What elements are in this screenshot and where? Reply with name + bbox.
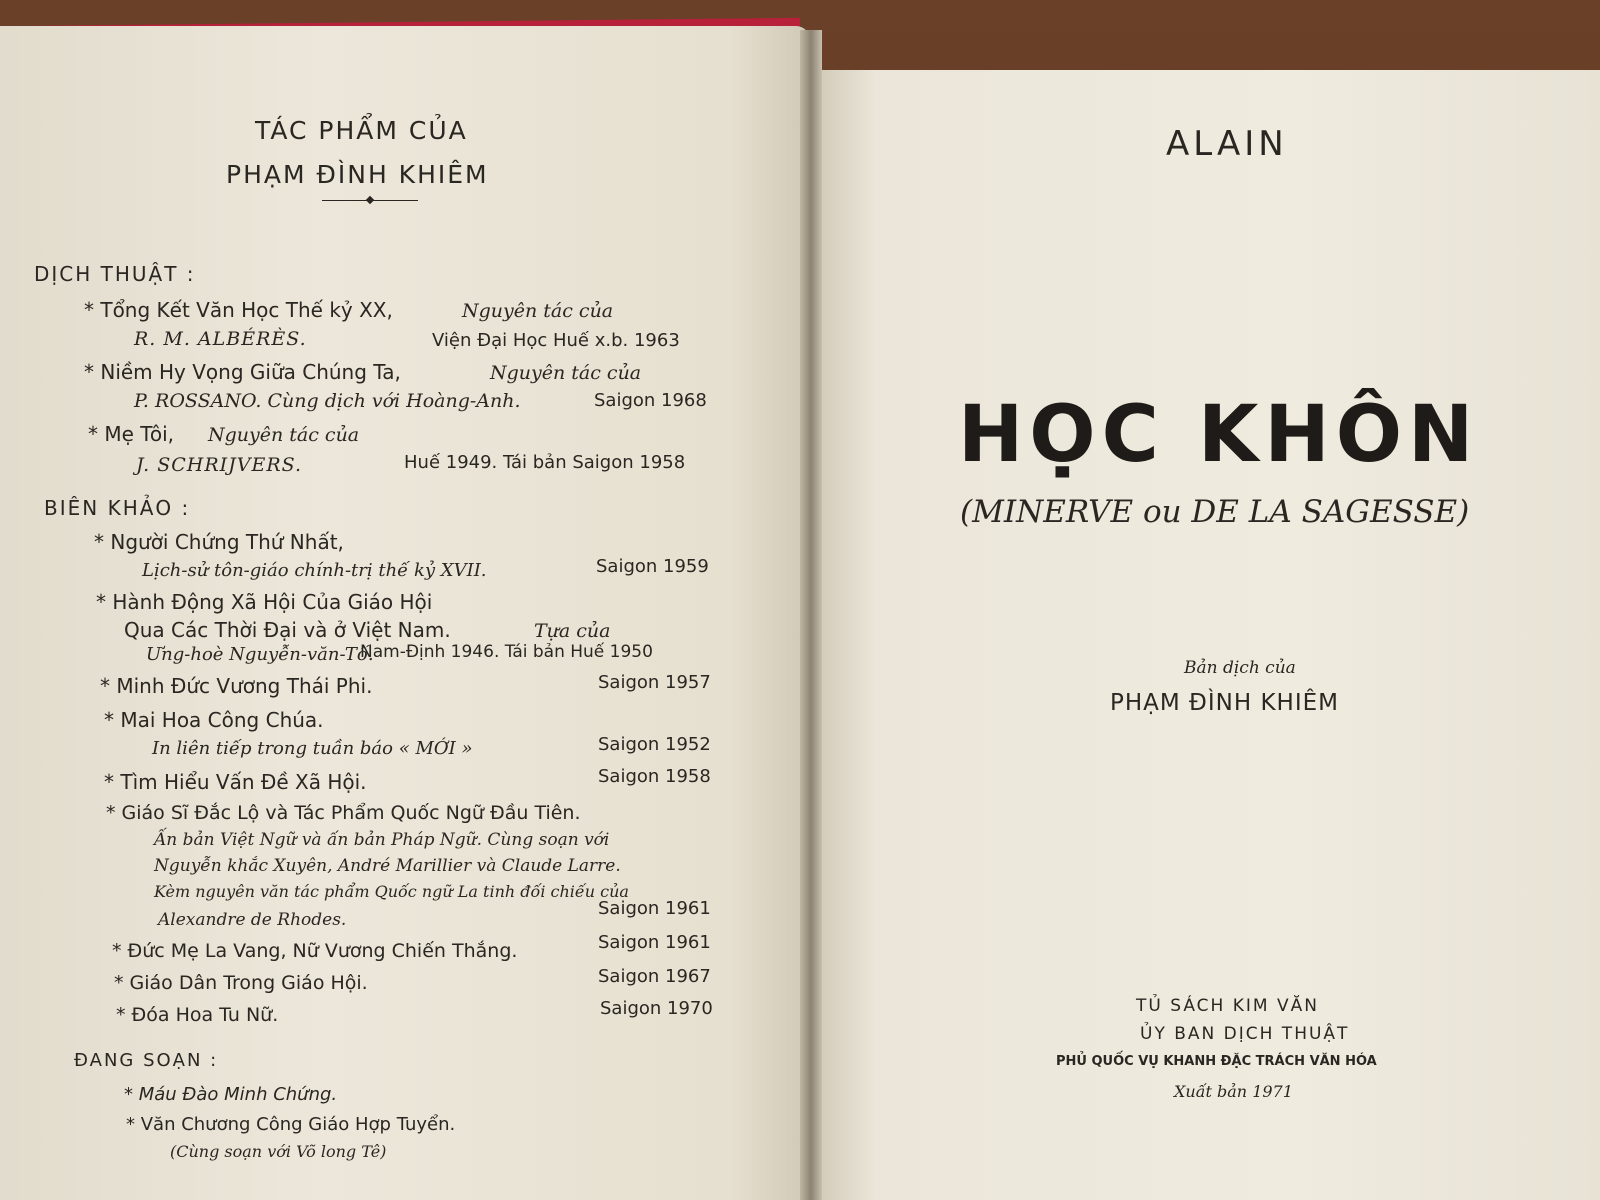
bk8-title: * Giáo Dân Trong Giáo Hội. [114,972,368,994]
bk6-year: Saigon 1961 [598,898,711,919]
ds2-title: * Văn Chương Công Giáo Hợp Tuyển. [126,1114,456,1135]
bk9-title: * Đóa Hoa Tu Nữ. [116,1004,279,1026]
bk6-line2: Nguyễn khắc Xuyên, André Marillier và Claude Larre. [154,856,621,876]
bk6-line4: Alexandre de Rhodes. [158,910,347,930]
bk1-year: Saigon 1959 [596,556,709,577]
bk3-title: * Minh Đức Vương Thái Phi. [100,674,373,698]
book-title: HỌC KHÔN [958,390,1480,480]
author-name: ALAIN [1166,124,1288,164]
publisher-line2: ỦY BAN DỊCH THUẬT [1140,1024,1350,1044]
dt2-title: * Niềm Hy Vọng Giữa Chúng Ta, [84,360,401,384]
dt1-author: R. M. ALBÉRÈS. [134,328,307,350]
bk6-title: * Giáo Sĩ Đắc Lộ và Tác Phẩm Quốc Ngữ Đầu Tiên. [106,802,581,824]
section-dich-thuat: DỊCH THUẬT : [34,262,196,286]
publisher-line1: TỦ SÁCH KIM VĂN [1136,996,1319,1016]
bk5-title: * Tìm Hiểu Vấn Đề Xã Hội. [104,770,367,794]
bk4-title: * Mai Hoa Công Chúa. [104,708,324,732]
ds1-title: * Máu Đào Minh Chứng. [124,1084,338,1105]
bk4-year: Saigon 1952 [598,734,711,755]
publisher-line3: PHỦ QUỐC VỤ KHANH ĐẶC TRÁCH VĂN HÓA [1056,1054,1377,1069]
section-bien-khao: BIÊN KHẢO : [44,496,191,520]
dt2-author: P. ROSSANO. Cùng dịch với Hoàng-Anh. [134,390,521,412]
bk3-year: Saigon 1957 [598,672,711,693]
works-heading-line1: TÁC PHẨM CỦA [255,116,468,145]
dt1-pub: Viện Đại Học Huế x.b. 1963 [432,330,680,351]
bk2-title: * Hành Động Xã Hội Của Giáo Hội [96,590,433,614]
bk6-line1: Ấn bản Việt Ngữ và ấn bản Pháp Ngữ. Cùng soạn với [154,830,610,850]
bk7-year: Saigon 1961 [598,932,711,953]
ornament-divider [322,196,418,204]
book-gutter [800,30,822,1200]
bk1-sub: Lịch-sử tôn-giáo chính-trị thế kỷ XVII. [142,560,487,581]
dt3-title: * Mẹ Tôi, [88,422,175,446]
dt3-author: J. SCHRIJVERS. [136,454,303,476]
bk6-line3: Kèm nguyên văn tác phẩm Quốc ngữ La tinh đối chiếu của [154,882,629,901]
book-subtitle: (MINERVE ou DE LA SAGESSE) [960,494,1470,530]
translator-name: PHẠM ĐÌNH KHIÊM [1110,690,1340,716]
bk1-title: * Người Chứng Thứ Nhất, [94,530,344,554]
works-heading-line2: PHẠM ĐÌNH KHIÊM [226,160,489,189]
bk4-sub: In liên tiếp trong tuần báo « MỚI » [152,738,473,759]
bk7-title: * Đức Mẹ La Vang, Nữ Vương Chiến Thắng. [112,940,518,962]
bk8-year: Saigon 1967 [598,966,711,987]
bk2-line2: Qua Các Thời Đại và ở Việt Nam. [124,618,451,642]
translation-by: Bản dịch của [1184,658,1296,678]
section-dang-soan: ĐANG SOẠN : [74,1050,219,1071]
dt1-title: * Tổng Kết Văn Học Thế kỷ XX, [84,298,393,322]
ds2-note: (Cùng soạn với Võ long Tê) [170,1142,387,1161]
bk5-year: Saigon 1958 [598,766,711,787]
bk2-sub-italic: Ưng-hoè Nguyễn-văn-Tố. [146,644,374,665]
publisher-line4: Xuất bản 1971 [1174,1082,1293,1101]
bk9-year: Saigon 1970 [600,998,713,1019]
dt2-pub: Saigon 1968 [594,390,707,411]
bk2-sub-rest: Nam-Định 1946. Tái bản Huế 1950 [360,642,653,662]
dt2-note: Nguyên tác của [490,362,642,384]
dt1-note: Nguyên tác của [462,300,614,322]
bk2-note: Tựa của [534,620,611,642]
dt3-pub: Huế 1949. Tái bản Saigon 1958 [404,452,686,473]
dt3-note: Nguyên tác của [208,424,360,446]
